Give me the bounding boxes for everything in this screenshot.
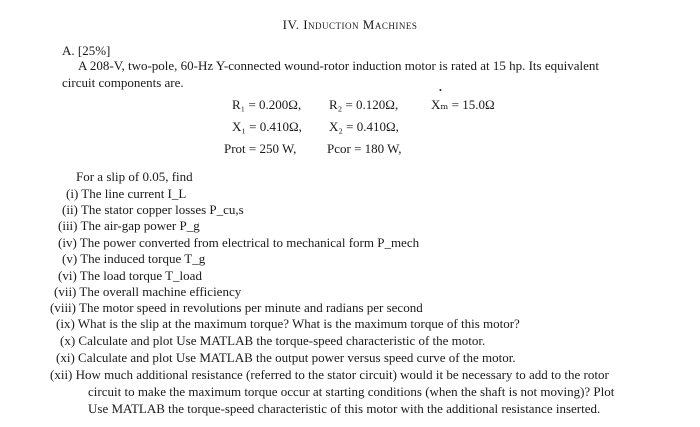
slip-prompt: For a slip of 0.05, find [76,169,193,184]
question-item [58,235,419,251]
question-item [58,268,202,284]
question-text: How much additional resistance (referred to the stator circuit) would it be necessary to add to the rotor [75,367,609,382]
question-continuation: Use MATLAB the torque-speed characteristic of this motor with the additional resistance inserted. [88,401,601,416]
question-number: (viii) [50,300,76,315]
question-text: The load torque T_load [79,268,202,283]
question-number: (ix) [56,316,75,331]
param-x2: X₂ = 0.410Ω, [329,119,399,134]
question-text: The induced torque T_g [80,251,206,266]
question-text: Calculate and plot Use MATLAB the output power versus speed curve of the motor. [78,350,516,365]
question-text: The motor speed in revolutions per minute and radians per second [79,300,423,315]
question-item [62,251,205,267]
question-item [56,316,520,332]
question-number: (xii) [50,367,73,382]
param-r2: R₂ = 0.120Ω, [329,97,399,112]
param-r1: R₁ = 0.200Ω, [232,97,302,112]
question-item [66,186,186,202]
question-number: (xi) [56,350,75,365]
question-text: Calculate and plot Use MATLAB the torque-speed characteristic of the motor. [78,333,486,348]
intro-line-2: circuit components are. [62,75,184,90]
question-number: (i) [66,186,79,201]
question-number: (v) [62,251,78,266]
intro-line-1: A 208-V, two-pole, 60-Hz Y-connected wound-rotor induction motor is rated at 15 hp. Its equivalent [78,58,599,73]
stray-mark: • [439,86,442,95]
question-item [50,367,609,383]
section-title: IV. Induction Machines [282,17,418,32]
question-item [56,350,516,366]
question-text: The line current I_L [81,186,187,201]
question-number: (iii) [58,218,78,233]
question-item [58,218,200,234]
param-xm: Xₘ = 15.0Ω [431,97,495,112]
question-item [50,300,423,316]
question-text: The air-gap power P_g [80,218,200,233]
question-number: (vii) [54,284,77,299]
param-pcor: Pcor = 180 W, [327,141,402,156]
question-number: (x) [60,333,76,348]
question-text: The stator copper losses P_cu,s [80,202,244,217]
param-x1: X₁ = 0.410Ω, [232,119,302,134]
part-label: A. [25%] [62,43,111,58]
question-continuation: circuit to make the maximum torque occur at starting conditions (when the shaft is not moving)? Plot [88,384,615,399]
param-prot: Prot = 250 W, [224,141,297,156]
question-text: The overall machine efficiency [79,284,242,299]
question-text: What is the slip at the maximum torque? What is the maximum torque of this motor? [77,316,520,331]
question-number: (ii) [62,202,78,217]
question-item [54,284,241,300]
question-item [60,333,485,349]
question-number: (iv) [58,235,77,250]
question-number: (vi) [58,268,77,283]
question-item [62,202,244,218]
question-text: The power converted from electrical to mechanical form P_mech [79,235,420,250]
